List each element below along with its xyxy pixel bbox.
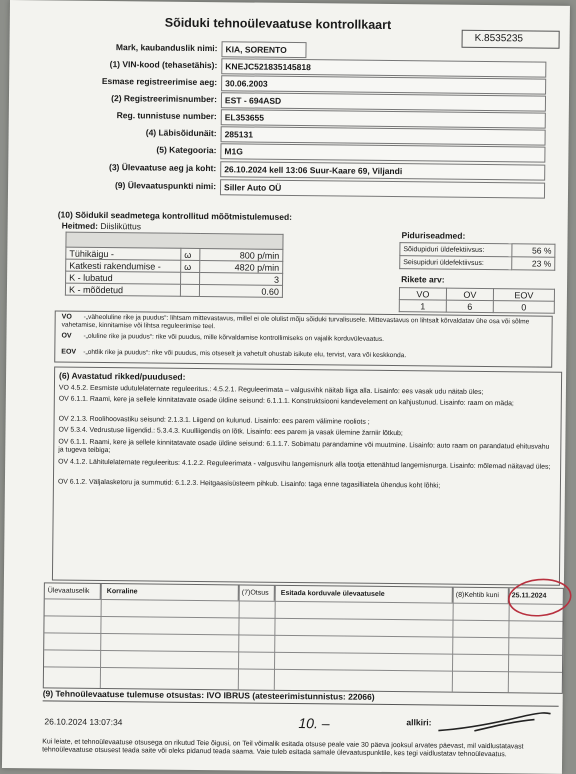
grid-line — [44, 649, 562, 655]
field-value: KIA, SORENTO — [221, 41, 306, 58]
heitmed-label: Heitmed: — [61, 220, 99, 231]
field-row — [9, 106, 221, 124]
grid-line — [452, 588, 454, 692]
field-value: 30.06.2003 — [221, 75, 546, 94]
legend-code: OV — [61, 332, 72, 340]
field-value: 285131 — [221, 126, 546, 145]
column-header: Esitada korduvale ülevaatusele — [275, 586, 453, 603]
field-row — [8, 158, 220, 176]
brake-label: Sõidupiduri üldefektiivsus: — [400, 243, 512, 257]
appeal-notice: Kui leiate, et tehnoülevaatuse otsusega on rikutud Teie õigusi, on Teil võimalik esitada otsuse peale vaie 30 päeva jooksul arvates päevast, mil vaidlustatavast tehnoülevaatuse otsusest teada saite või oleks pidanud teada saama. Vaie tuleb esitada samale ülevaatuspunktile, kes tegi vaidlustatav tehnoülevaatus. — [42, 738, 524, 759]
table-row — [65, 283, 282, 297]
inspection-card — [2, 0, 570, 774]
measurement-label: K - mõõdetud — [65, 283, 180, 296]
field-label: (2) Registreerimisnumber: — [111, 93, 218, 105]
legend-item — [62, 314, 546, 335]
defect-count-table — [399, 287, 555, 314]
grid-line — [44, 666, 562, 672]
count-value: 1 — [399, 300, 446, 312]
count-header: VO — [399, 288, 446, 300]
defects-title: (6) Avastatud rikked/puudused: — [59, 370, 186, 382]
list-item: OV 6.1.1. Raami, kere ja sellele kinnitatavate osade üldine seisund: 6.1.1.1. Konstruktsiooni kandevelement on kahjustunud. Lisainfo: raam on mäda; — [58, 395, 514, 408]
repeat-inspection-table — [43, 582, 564, 693]
measurements-table — [65, 232, 284, 298]
count-value: 6 — [446, 300, 493, 312]
field-row — [9, 89, 221, 107]
legend-text: -„ohtlik rike ja puudus“: rike või puudus, mis otseselt ja vahetult ohustab isikute elu, tervist, vara või keskkonda. — [83, 348, 407, 360]
field-value: 26.10.2024 kell 13:06 Suur-Kaare 69, Viljandi — [220, 161, 545, 180]
column-header: Korraline — [101, 584, 239, 600]
measurement-label: Tühikäigu - — [66, 247, 181, 260]
field-row — [9, 38, 221, 56]
field-row — [8, 140, 220, 158]
field-label: Esmase registreerimise aeg: — [101, 75, 218, 88]
measurement-label: Katkesti rakendumise - — [66, 259, 181, 272]
list-item: OV 4.1.2. Lähitulelaternate reguleeritus: 4.1.2.2. Reguleerimata - valgusvihu langemisnurk alla tootja ettenähtud langemisnurga. Lisainfo: mõlemad näitavad üles; — [58, 458, 551, 471]
field-value: KNEJC521835145818 — [221, 58, 546, 77]
inspection-result: (9) Tehnoülevaatuse tulemuse otsustas: IVO IBRUS (atesteerimistunnistus: 22066) — [42, 688, 375, 702]
omega-symbol — [180, 284, 199, 296]
count-header: EOV — [493, 289, 554, 302]
legend-code: VO — [61, 313, 72, 321]
legend-code: EOV — [61, 348, 77, 356]
field-row — [8, 176, 220, 194]
field-label: Mark, kaubanduslik nimi: — [115, 42, 218, 54]
field-label: (3) Ülevaatuse aeg ja koht: — [108, 162, 217, 174]
field-row — [9, 123, 221, 141]
field-value: EL353655 — [221, 109, 546, 128]
measurement-label: K - lubatud — [66, 271, 181, 284]
defects-section — [52, 366, 562, 585]
column-header: (8)Kehtib kuni — [453, 588, 509, 604]
handdrawn-circle-mark — [505, 574, 575, 619]
legend-text: -„väheoluline rike ja puudus“: lihtsam mittevastavus, millel ei ole olulist mõju sõiduki turvalisusele. Mittevastavus on lihtsalt kõrvaldatav ühe osa või sõlme vahetamise, kinnitamise või lihtsa reguleerimise teel. — [61, 313, 530, 331]
defect-count-title: Rikete arv: — [401, 274, 445, 285]
count-value: 0 — [493, 301, 554, 314]
brake-value: 23 % — [512, 257, 555, 270]
field-row — [9, 55, 221, 73]
list-item: OV 6.1.1. Raami, kere ja sellele kinnitatavate osade üldine seisund: 6.1.1.7. Sobimatu parandamine või muutmine. Lisainfo: auto raam on parandatud ehitusvahu ja tugeva teibiga; — [58, 438, 550, 455]
column-header: Ülevaatuselik — [45, 583, 101, 599]
field-value: EST - 694ASD — [221, 92, 546, 111]
brakes-table — [399, 242, 555, 271]
list-item: OV 6.1.2. Väljalasketoru ja summutid: 6.1.2.3. Heitgaasisüsteem pihkub. Lisainfo: taga enne tagasilliatela ühendus koht lõhki; — [57, 478, 441, 490]
table-row — [399, 300, 554, 314]
list-item: OV 2.1.3. Roolihoovastiku seisund: 2.1.3.1. Liigend on kulunud. Lisainfo: ees parem välimine rooliots ; — [58, 415, 370, 426]
heitmed-row — [62, 221, 141, 232]
signature-label: allkiri: — [406, 717, 432, 728]
handwritten-mark: 10. – — [298, 715, 330, 732]
field-label: (9) Ülevaatuspunkti nimi: — [114, 180, 217, 192]
field-value: Siller Auto OÜ — [220, 179, 545, 198]
measurement-value: 0.60 — [199, 285, 282, 298]
list-item: OV 5.3.4. Vedrustuse liigendid.: 5.3.4.3. Kuulliigendis on lõtk. Lisainfo: ees parem ja vasak ülemine žarniir lõtkub; — [58, 426, 403, 438]
divider — [43, 700, 559, 706]
severity-legend — [54, 310, 553, 367]
measurements-title: (10) Sõidukil seadmetega kontrollitud mõõtmistulemused: — [57, 209, 293, 222]
brake-label: Seisupiduri üldefektiivsus: — [400, 256, 512, 270]
measurement-value: 4820 p/min — [200, 261, 283, 274]
document-number: K.8535235 — [462, 30, 560, 49]
omega-symbol — [181, 272, 200, 284]
list-item: VO 4.5.2. Eesmiste udutulelaternate reguleeritus.: 4.5.2.1. Reguleerimata – valgusvihk näitab liiga alla. Lisainfo: ees vasak udu näitab üles; — [58, 384, 484, 396]
grid-line — [274, 586, 276, 690]
grid-line — [45, 615, 563, 621]
grid-line — [100, 584, 102, 688]
omega-symbol: ω — [181, 260, 200, 272]
brake-value: 56 % — [512, 244, 555, 257]
legend-item — [61, 349, 545, 362]
measurement-value: 3 — [200, 273, 283, 286]
valid-until-date: 25.11.2024 — [511, 592, 547, 600]
field-label: Reg. tunnistuse number: — [116, 110, 217, 122]
field-label: (5) Kategooria: — [156, 144, 217, 156]
column-header: (7)Otsus — [239, 585, 275, 600]
legend-item — [61, 333, 545, 346]
grid-line — [44, 632, 562, 638]
table-row — [400, 256, 555, 271]
document-title: Sõiduki tehnoülevaatuse kontrollkaart — [164, 15, 392, 32]
heitmed-value: Diisliküttus — [100, 220, 142, 232]
measurement-value: 800 p/min — [200, 249, 283, 262]
count-header: OV — [446, 288, 493, 300]
legend-text: -„oluline rike ja puudus“: rike või puudus, mille kõrvaldamise kontrollimiseks on vajalik korduvülevaatus. — [83, 332, 385, 343]
signature-icon — [434, 708, 554, 737]
grid-line — [238, 585, 240, 689]
omega-symbol: ω — [181, 248, 200, 260]
field-value: M1G — [220, 143, 545, 162]
field-label: (1) VIN-kood (tehasetähis): — [109, 59, 218, 71]
brakes-title: Piduriseadmed: — [401, 230, 466, 241]
field-label: (4) Läbisõidunäit: — [145, 127, 217, 139]
field-row — [9, 72, 221, 90]
result-datetime: 26.10.2024 13:07:34 — [44, 716, 123, 728]
